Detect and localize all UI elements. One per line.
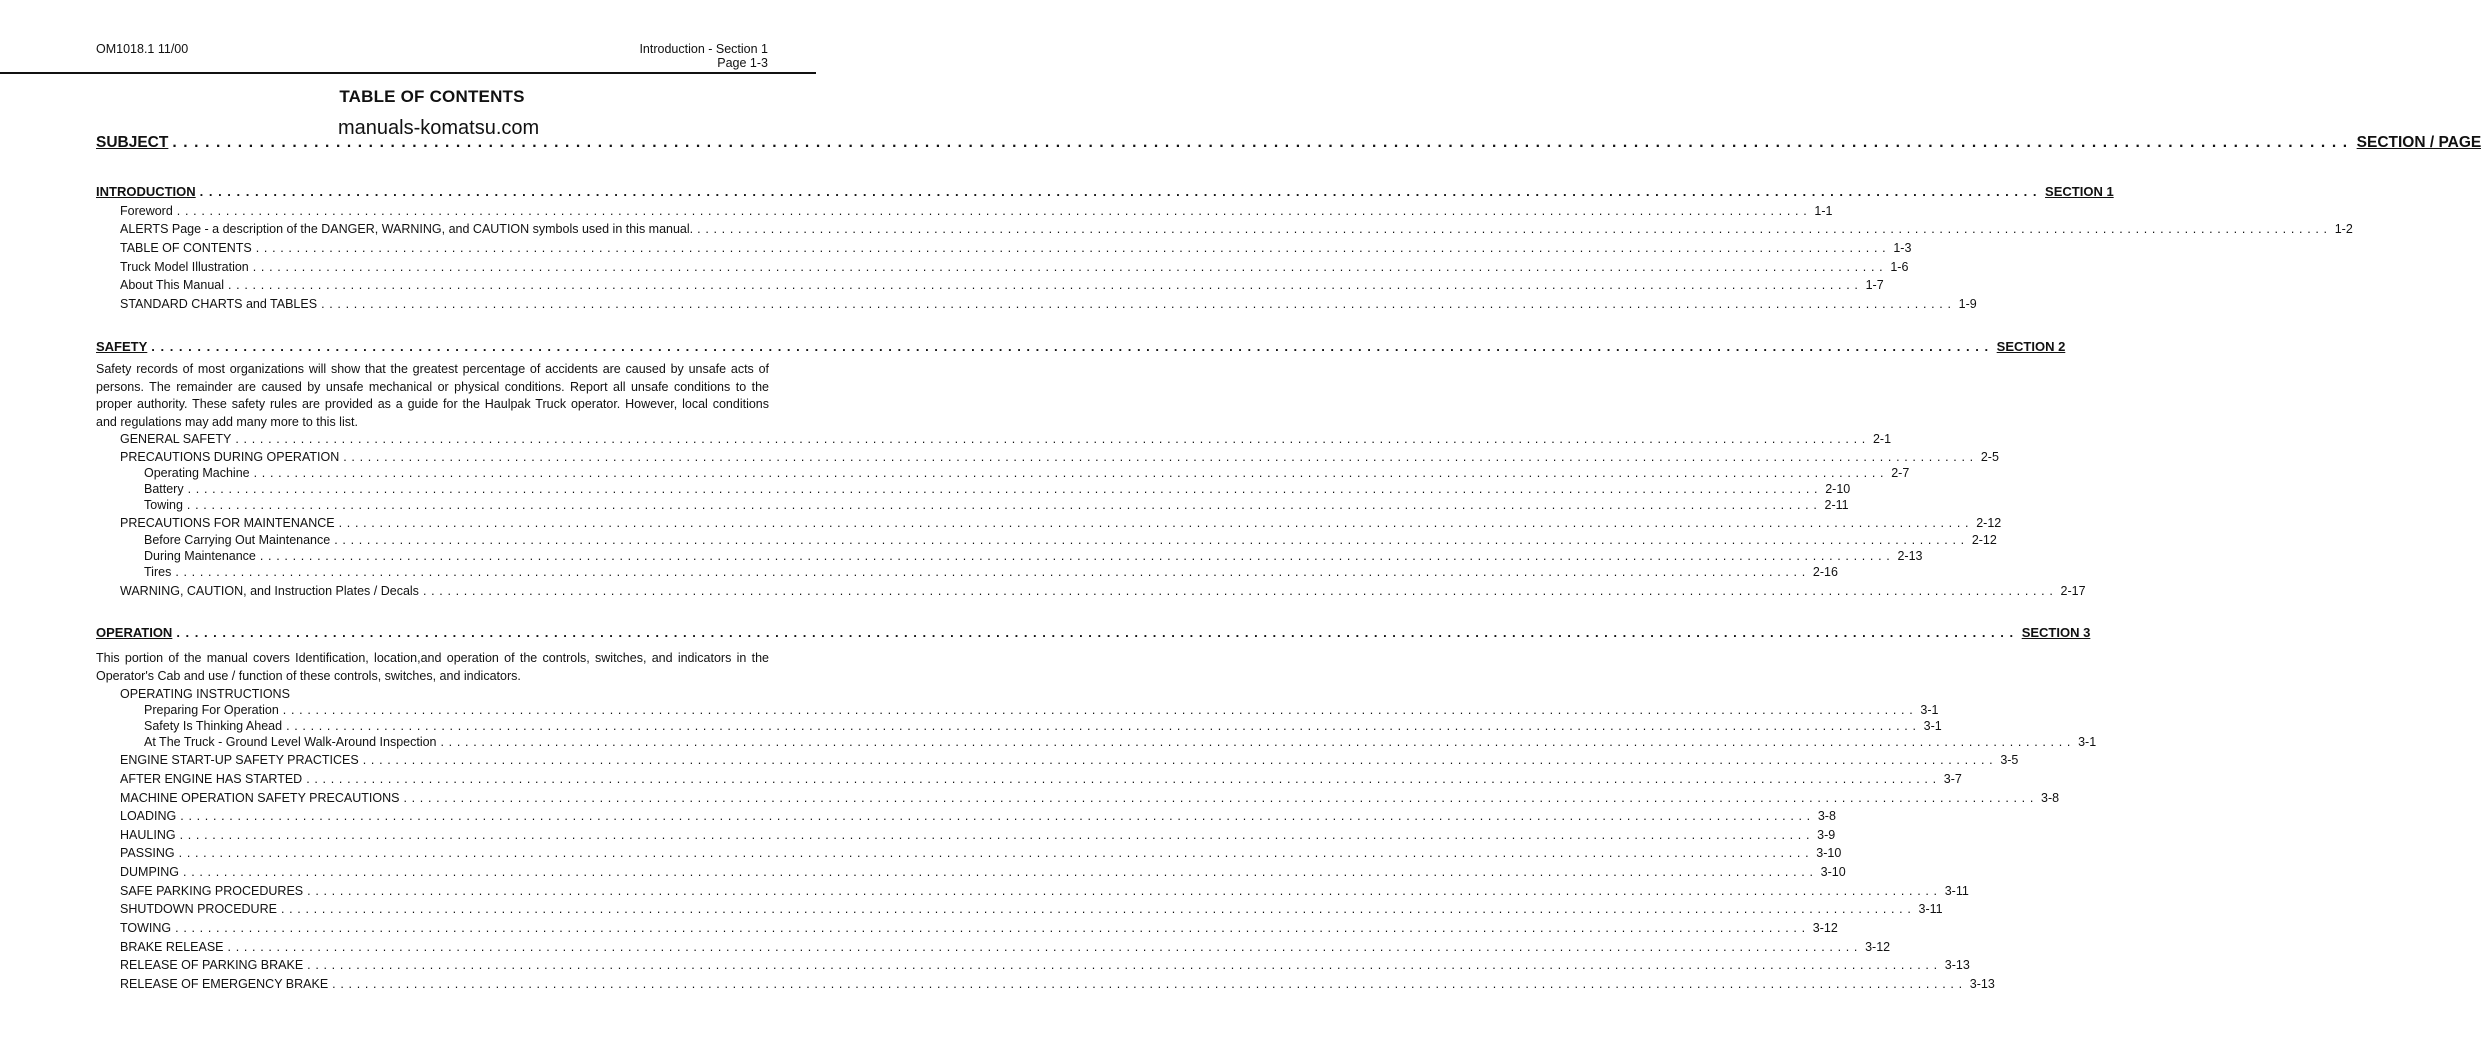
toc-entry[interactable] [120, 258, 1909, 276]
toc-entry[interactable] [120, 826, 1836, 844]
toc-entry[interactable] [120, 789, 2060, 807]
dot-leader: ........................................................................................................................................................................................................ [697, 222, 2332, 236]
toc-subentry[interactable] [144, 734, 2097, 750]
entry-text: Tires [144, 564, 175, 580]
entry-page: 3-8 [2038, 789, 2059, 807]
entry-page: 1-9 [1956, 295, 1977, 313]
watermark: manuals-komatsu.com [338, 117, 540, 139]
entry-text: Foreword [120, 202, 177, 220]
dot-leader: ........................................................................................................................................................................................................ [286, 719, 1921, 733]
toc-group-heading[interactable]: OPERATING INSTRUCTIONS [120, 687, 290, 701]
toc-subentry[interactable] [144, 465, 1910, 481]
toc-entry[interactable] [120, 448, 1999, 466]
dot-leader: ........................................................................................................................................................................................................ [306, 772, 1941, 786]
entry-text: RELEASE OF PARKING BRAKE [120, 956, 307, 974]
entry-text: STANDARD CHARTS and TABLES [120, 295, 321, 313]
column-heading [96, 132, 2481, 154]
section-intro-safety: Safety records of most organizations will show that the greatest percentage of accidents are caused by unsafe acts of persons. The remainder are caused by unsafe mechanical or physical conditions. Report all unsafe conditions to the proper authority. These safety rules are provided as a guide for the Haulpak Truck operator. However, local conditions and regulations may add many more to this list. [96, 362, 769, 429]
section-heading-safety[interactable] [96, 338, 2066, 356]
entry-text: During Maintenance [144, 548, 260, 564]
toc-entry[interactable] [120, 900, 1943, 918]
dot-leader: ........................................................................................................................................................................................................ [253, 466, 1889, 480]
dot-leader: ........................................................................................................................................................................................................ [259, 549, 1895, 563]
entry-page: 3-13 [1967, 975, 1995, 993]
section-page-heading: SECTION / PAGE [2354, 132, 2481, 154]
entry-text: LOADING [120, 807, 180, 825]
toc-entry[interactable] [120, 807, 1836, 825]
dot-leader: ........................................................................................................................................................................................................ [175, 565, 1810, 579]
dot-leader: ........................................................................................................................................................................................................ [338, 516, 1974, 530]
entry-page: 2-13 [1894, 548, 1922, 564]
dot-leader: ........................................................................................................................................................................................................ [180, 809, 1815, 823]
entry-text: WARNING, CAUTION, and Instruction Plates / Decals [120, 582, 423, 600]
dot-leader: ........................................................................................................................................................................................................ [228, 278, 1863, 292]
toc-entry[interactable] [120, 202, 1833, 220]
entry-text: PRECAUTIONS DURING OPERATION [120, 448, 343, 466]
entry-page: 3-1 [2075, 734, 2096, 750]
entry-text: PRECAUTIONS FOR MAINTENANCE [120, 514, 339, 532]
entry-text: GENERAL SAFETY [120, 430, 235, 448]
toc-subentry[interactable] [144, 718, 1942, 734]
entry-text: PASSING [120, 844, 179, 862]
toc-subentry[interactable] [144, 564, 1838, 580]
entry-page: 3-1 [1921, 718, 1942, 734]
entry-page: 3-9 [1814, 826, 1835, 844]
dot-leader: ........................................................................................................................................................................................................ [332, 977, 1967, 991]
entry-text: Preparing For Operation [144, 702, 283, 718]
section-ref: SECTION 2 [1994, 338, 2066, 356]
toc-entry[interactable] [120, 844, 1842, 862]
dot-leader: ........................................................................................................................................................................................................ [187, 482, 1823, 496]
dot-leader: ........................................................................................................................................................................................................ [343, 450, 1978, 464]
dot-leader: ........................................................................................................................................................................................................ [227, 940, 1863, 954]
section-title: SAFETY [96, 338, 151, 356]
document-id: OM1018.1 11/00 [96, 42, 189, 56]
toc-subentry[interactable] [144, 481, 1851, 497]
dot-leader: ........................................................................................................................................................................................................ [282, 703, 1918, 717]
dot-leader: ........................................................................................................................................................................................................ [183, 865, 1818, 879]
dot-leader: ........................................................................................................................................................................................................ [199, 184, 2043, 199]
entry-page: 3-7 [1941, 770, 1962, 788]
entry-page: 1-3 [1890, 239, 1911, 257]
page-label: Page 1-3 [717, 56, 768, 70]
entry-text: About This Manual [120, 276, 228, 294]
toc-entry[interactable] [120, 956, 1970, 974]
toc-subentry[interactable] [144, 548, 1923, 564]
dot-leader: ........................................................................................................................................................................................................ [235, 432, 1870, 446]
entry-page: 1-1 [1811, 202, 1832, 220]
section-label: Introduction - Section 1 [639, 42, 768, 56]
dot-leader: ........................................................................................................................................................................................................ [176, 204, 1812, 218]
entry-text: At The Truck - Ground Level Walk-Around Inspection [144, 734, 441, 750]
entry-text: MACHINE OPERATION SAFETY PRECAUTIONS [120, 789, 403, 807]
entry-text: TOWING [120, 919, 175, 937]
dot-leader: ........................................................................................................................................................................................................ [178, 846, 1814, 860]
toc-entry[interactable] [120, 430, 1892, 448]
entry-page: 1-6 [1887, 258, 1908, 276]
dot-leader: ........................................................................................................................................................................................................ [176, 625, 2019, 640]
entry-page: 2-17 [2058, 582, 2086, 600]
entry-page: 3-13 [1942, 956, 1970, 974]
entry-text: DUMPING [120, 863, 183, 881]
entry-text: SAFE PARKING PROCEDURES [120, 882, 307, 900]
dot-leader: ........................................................................................................................................................................................................ [175, 921, 1810, 935]
page-title: TABLE OF CONTENTS [339, 87, 525, 106]
dot-leader: ........................................................................................................................................................................................................ [321, 297, 1956, 311]
toc-subentry[interactable] [144, 497, 1849, 513]
toc-entry[interactable] [120, 770, 1962, 788]
toc-entry[interactable] [120, 863, 1846, 881]
entry-page: 3-10 [1818, 863, 1846, 881]
entry-text: ALERTS Page - a description of the DANGER, WARNING, and CAUTION symbols used in this manual. [120, 220, 697, 238]
dot-leader: ........................................................................................................................................................................................................ [307, 884, 1942, 898]
entry-page: 2-10 [1822, 481, 1850, 497]
entry-page: 2-12 [1969, 532, 1997, 548]
entry-text: BRAKE RELEASE [120, 938, 228, 956]
dot-leader: ........................................................................................................................................................................................................ [307, 958, 1942, 972]
toc-entry[interactable] [120, 295, 1977, 313]
dot-leader: ........................................................................................................................................................................................................ [186, 498, 1822, 512]
entry-page: 2-16 [1810, 564, 1838, 580]
toc-entry[interactable] [120, 938, 1891, 956]
entry-page: 2-7 [1888, 465, 1909, 481]
entry-page: 2-1 [1870, 430, 1891, 448]
section-title: OPERATION [96, 624, 176, 642]
entry-page: 3-11 [1942, 882, 1969, 900]
entry-text: Safety Is Thinking Ahead [144, 718, 286, 734]
entry-page: 2-12 [1973, 514, 2001, 532]
toc-entry[interactable] [120, 220, 2353, 238]
entry-text: Operating Machine [144, 465, 254, 481]
dot-leader: ........................................................................................................................................................................................................ [255, 241, 1891, 255]
entry-page: 3-10 [1813, 844, 1841, 862]
toc-entry[interactable] [120, 514, 2002, 532]
toc-subentry[interactable] [144, 532, 1997, 548]
section-heading-introduction[interactable] [96, 183, 2114, 201]
entry-text: Before Carrying Out Maintenance [144, 532, 334, 548]
header-rule [0, 72, 816, 74]
dot-leader: ........................................................................................................................................................................................................ [179, 828, 1815, 842]
entry-text: RELEASE OF EMERGENCY BRAKE [120, 975, 332, 993]
dot-leader: ........................................................................................................................................................................................................ [362, 753, 1998, 767]
toc-entry[interactable] [120, 919, 1838, 937]
toc-entry[interactable] [120, 582, 2086, 600]
toc-entry[interactable] [120, 276, 1884, 294]
section-title: INTRODUCTION [96, 183, 200, 201]
entry-page: 1-7 [1863, 276, 1884, 294]
dot-leader: ........................................................................................................................................................................................................ [440, 735, 2076, 749]
entry-text: Battery [144, 481, 188, 497]
dot-leader: ........................................................................................................................................................................................................ [252, 260, 1888, 274]
entry-page: 3-12 [1862, 938, 1890, 956]
entry-text: TABLE OF CONTENTS [120, 239, 256, 257]
toc-entry[interactable] [120, 882, 1969, 900]
section-ref: SECTION 3 [2019, 624, 2091, 642]
entry-text: HAULING [120, 826, 180, 844]
entry-text: Truck Model Illustration [120, 258, 253, 276]
section-ref: SECTION 1 [2042, 183, 2114, 201]
entry-text: Towing [144, 497, 187, 513]
entry-page: 3-12 [1810, 919, 1838, 937]
toc-entry[interactable] [120, 751, 2019, 769]
entry-page: 2-5 [1978, 448, 1999, 466]
entry-page: 1-2 [2332, 220, 2353, 238]
dot-leader: ........................................................................................................................................................................................................ [422, 584, 2058, 598]
section-heading-operation[interactable] [96, 624, 2091, 642]
dot-leader: ........................................................................................................................................................................................................ [403, 791, 2039, 805]
toc-subentry[interactable] [144, 702, 1939, 718]
entry-page: 3-8 [1815, 807, 1836, 825]
toc-entry[interactable] [120, 975, 1995, 993]
subject-heading: SUBJECT [96, 132, 172, 154]
entry-page: 3-5 [1997, 751, 2018, 769]
entry-text: SHUTDOWN PROCEDURE [120, 900, 281, 918]
entry-page: 2-11 [1822, 497, 1849, 513]
entry-page: 3-1 [1917, 702, 1938, 718]
entry-text: AFTER ENGINE HAS STARTED [120, 770, 306, 788]
toc-entry[interactable] [120, 239, 1912, 257]
dot-leader: ........................................................................................................................................................................................................ [334, 533, 1969, 547]
section-intro-operation: This portion of the manual covers Identification, location,and operation of the controls, switches, and indicators in the Operator's Cab and use / function of these controls, switches, and indicators. [96, 651, 769, 683]
dot-leader: ........................................................................................................................................................................................................ [151, 339, 1994, 354]
dot-leader: ........................................................................................................................................................................................................ [280, 902, 1916, 916]
dot-leader: ........................................................................................................................................................................................................ [172, 134, 2354, 151]
entry-text: ENGINE START-UP SAFETY PRACTICES [120, 751, 363, 769]
entry-page: 3-11 [1916, 900, 1943, 918]
